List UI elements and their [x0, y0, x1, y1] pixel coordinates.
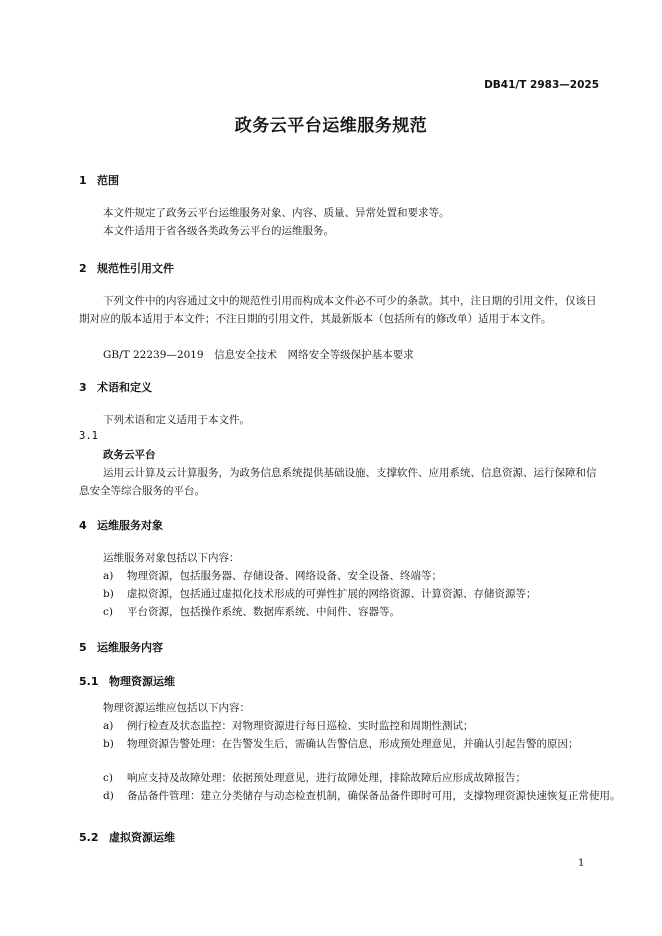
section-2-title: 规范性引用文件	[97, 262, 174, 275]
section-5-heading	[79, 639, 163, 655]
list-item	[103, 585, 537, 603]
section-2-para-1: 下列文件中的内容通过文中的规范性引用而构成本文件必不可少的条款。其中，注日期的引用文件，仅该日期对应的版本适用于本文件；不注日期的引用文件，其最新版本（包括所有的修改单）适用于本文件。	[79, 295, 597, 325]
section-2-reference: GB/T 22239—2019 信息安全技术 网络安全等级保护基本要求	[103, 349, 414, 361]
section-1-para-1: 本文件规定了政务云平台运维服务对象、内容、质量、异常处置和要求等。	[103, 207, 450, 219]
section-5-2-number: 5.2	[79, 831, 99, 844]
section-5-1-title: 物理资源运维	[109, 675, 175, 688]
page-number: 1	[578, 858, 585, 869]
section-5-1-intro: 物理资源运维应包括以下内容：	[103, 702, 250, 714]
section-4-heading	[79, 517, 163, 533]
list-item-marker: d)	[103, 790, 114, 802]
term-3-1-number: 3.1	[79, 430, 98, 442]
section-5-number: 5	[79, 641, 87, 654]
list-item	[103, 735, 627, 753]
section-3-para-1: 下列术语和定义适用于本文件。	[103, 414, 250, 426]
list-item-marker: b)	[103, 738, 114, 750]
section-2-number: 2	[79, 262, 87, 275]
section-5-2-title: 虚拟资源运维	[109, 831, 175, 844]
section-4-number: 4	[79, 519, 87, 532]
section-5-1-number: 5.1	[79, 675, 99, 688]
section-1-title: 范围	[97, 174, 119, 187]
list-item	[103, 603, 400, 621]
list-item	[103, 717, 474, 735]
list-item-marker: c)	[103, 772, 113, 784]
page-title: 政务云平台运维服务规范	[234, 116, 428, 136]
list-item-marker: c)	[103, 606, 113, 618]
section-3-heading	[79, 379, 152, 395]
list-item-text: 备品备件管理：建立分类储存与动态检查机制，确保备品备件即时可用，支撑物理资源快速恢复正常使用。	[127, 790, 621, 802]
term-3-1-definition: 运用云计算及云计算服务，为政务信息系统提供基础设施、支撑软件、应用系统、信息资源、运行保障和信息安全等综合服务的平台。	[79, 467, 597, 497]
section-3-title: 术语和定义	[97, 381, 152, 394]
section-4-intro: 运维服务对象包括以下内容：	[103, 552, 240, 564]
list-item-text: 响应支持及故障处理：依据预处理意见，进行故障处理，排除故障后应形成故障报告；	[127, 772, 526, 784]
list-item-text: 例行检查及状态监控：对物理资源进行每日巡检、实时监控和周期性测试；	[127, 720, 474, 732]
section-2-heading	[79, 260, 174, 276]
list-item-marker: b)	[103, 588, 114, 600]
list-item-marker: a)	[103, 570, 114, 582]
list-item	[103, 769, 526, 787]
section-3-number: 3	[79, 381, 87, 394]
list-item	[103, 787, 627, 805]
list-item-text: 平台资源，包括操作系统、数据库系统、中间件、容器等。	[127, 606, 400, 618]
section-5-title: 运维服务内容	[97, 641, 163, 654]
term-3-1-name: 政务云平台	[103, 449, 156, 461]
list-item-text: 物理资源，包括服务器、存储设备、网络设备、安全设备、终端等；	[127, 570, 442, 582]
section-1-number: 1	[79, 174, 87, 187]
section-1-heading	[79, 172, 119, 188]
document-id: DB41/T 2983—2025	[484, 79, 599, 91]
section-5-2-heading	[79, 829, 175, 845]
list-item-text: 物理资源告警处理：在告警发生后，需确认告警信息，形成预处理意见，并确认引起告警的原因；	[127, 738, 579, 750]
list-item-marker: a)	[103, 720, 114, 732]
section-4-title: 运维服务对象	[97, 519, 163, 532]
list-item-text: 虚拟资源，包括通过虚拟化技术形成的可弹性扩展的网络资源、计算资源、存储资源等；	[127, 588, 537, 600]
section-1-para-2: 本文件适用于省各级各类政务云平台的运维服务。	[103, 225, 334, 237]
list-item	[103, 567, 442, 585]
section-5-1-heading	[79, 673, 175, 689]
